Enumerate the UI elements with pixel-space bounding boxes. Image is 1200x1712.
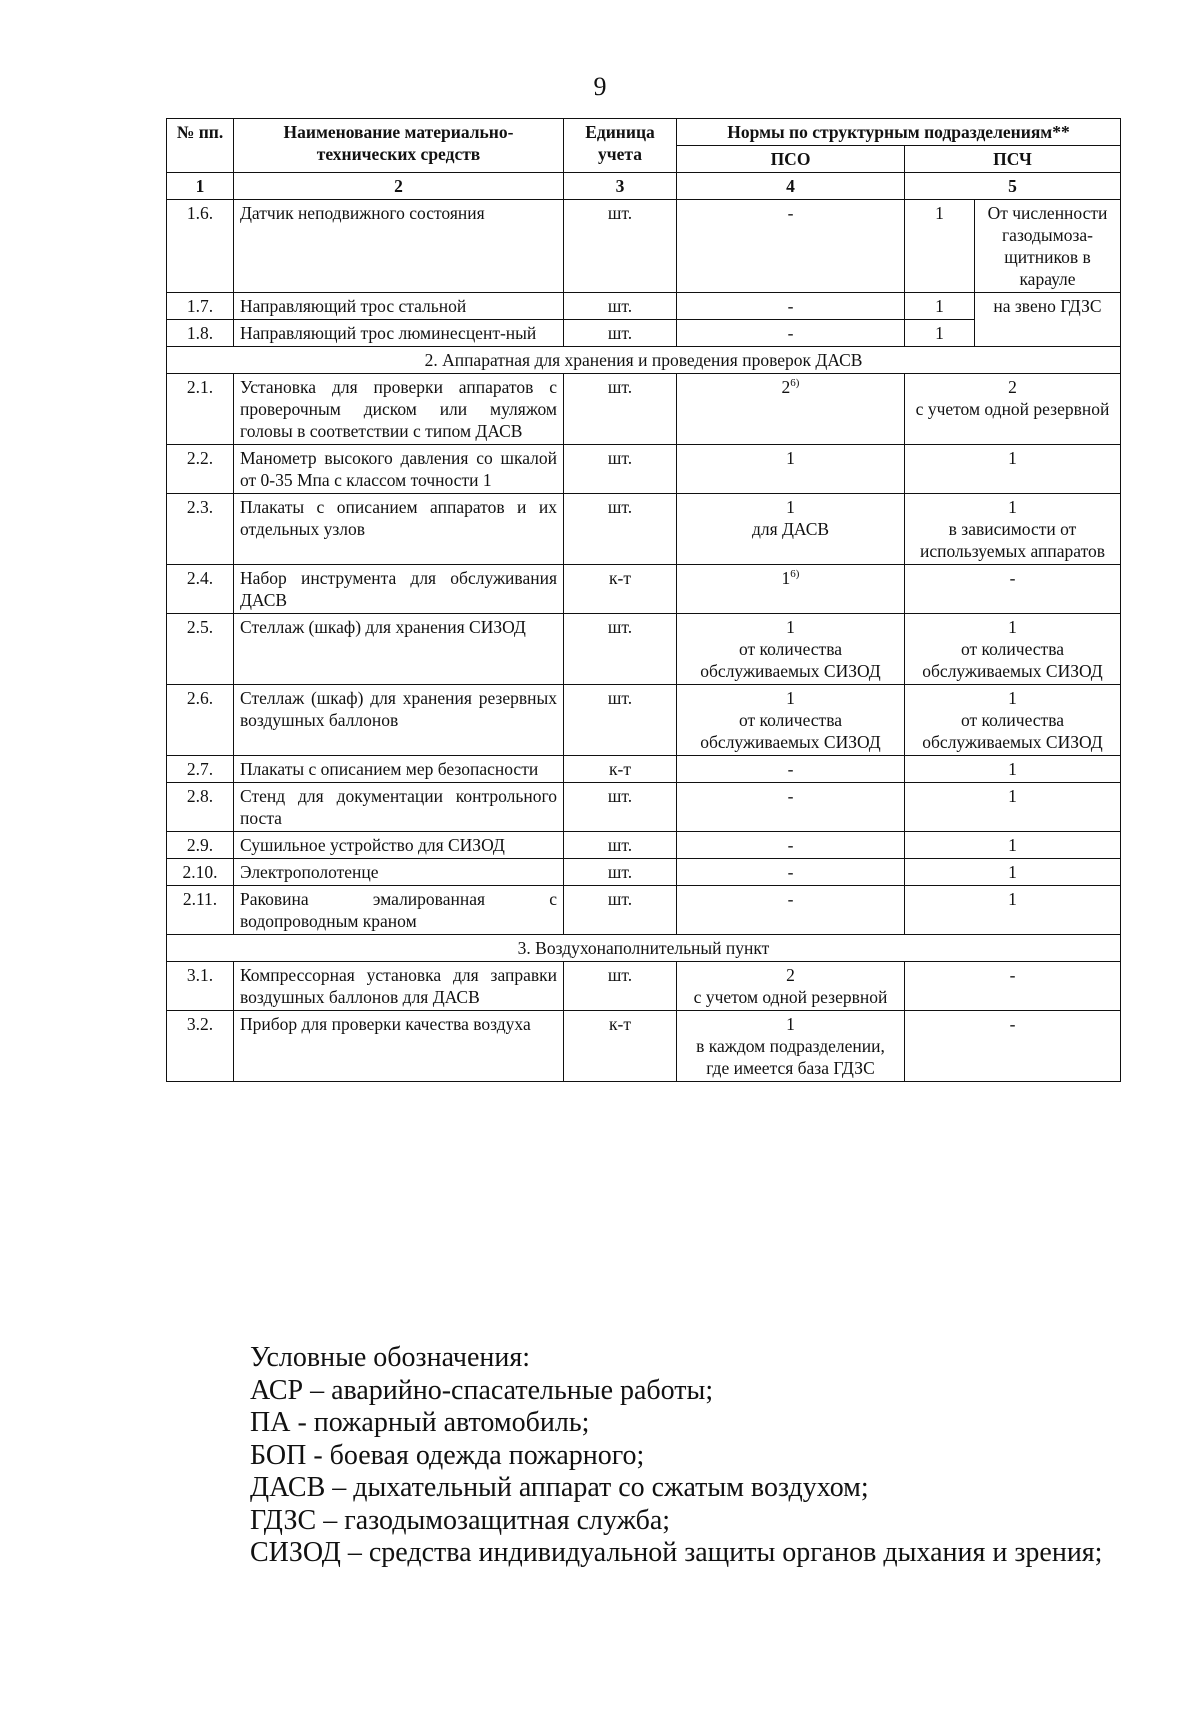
header-unit: Единица учета: [564, 119, 677, 173]
row-unit: шт.: [564, 374, 677, 445]
table-row: [167, 886, 1121, 935]
page-number: 9: [593, 72, 607, 101]
table-row: [167, 685, 1121, 756]
row-name: Стеллаж (шкаф) для хранения резервных воздушных баллонов: [234, 685, 564, 756]
header-row: [167, 119, 1121, 146]
table-row: [167, 445, 1121, 494]
row-num: 2.10.: [167, 859, 234, 886]
section-row: [167, 347, 1121, 374]
row-num: 2.1.: [167, 374, 234, 445]
row-psch-note: на звено ГДЗС: [975, 293, 1121, 347]
legend-item: АСР – аварийно-спасательные работы;: [250, 1374, 714, 1406]
row-pso: -: [677, 886, 905, 935]
row-psch: -: [905, 1011, 1121, 1082]
row-num: 2.8.: [167, 783, 234, 832]
row-pso: [677, 565, 905, 614]
row-psch: 1: [905, 445, 1121, 494]
row-pso: -: [677, 320, 905, 347]
row-name: Направляющий трос люминесцент-ный: [234, 320, 564, 347]
row-psch-note: От численности газодымоза-щитников в карауле: [975, 200, 1121, 293]
pso-value: 2: [786, 965, 795, 985]
pso-value: 1: [781, 568, 791, 588]
row-psch: 1: [905, 886, 1121, 935]
row-unit: шт.: [564, 832, 677, 859]
row-name: Установка для проверки аппаратов с проверочным диском или муляжом головы в соответствии с типом ДАСВ: [234, 374, 564, 445]
row-num: 1.7.: [167, 293, 234, 320]
table-row: [167, 783, 1121, 832]
footnote-mark: 6): [790, 568, 800, 581]
pso-note: для ДАСВ: [751, 519, 830, 539]
pso-value: 1: [786, 1014, 795, 1034]
row-name: Стеллаж (шкаф) для хранения СИЗОД: [234, 614, 564, 685]
row-num: 2.6.: [167, 685, 234, 756]
row-psch: 1: [905, 293, 975, 320]
header-norms: Нормы по структурным подразделениям**: [677, 119, 1121, 146]
row-pso: -: [677, 293, 905, 320]
row-pso: [677, 1011, 905, 1082]
row-psch: 1: [905, 320, 975, 347]
table-row: [167, 374, 1121, 445]
table-row: [167, 200, 1121, 293]
column-number: 1: [167, 173, 234, 200]
section-row: [167, 935, 1121, 962]
pso-value: 2: [781, 377, 791, 397]
row-name: Сушильное устройство для СИЗОД: [234, 832, 564, 859]
row-psch: 1: [905, 832, 1121, 859]
column-number: 2: [234, 173, 564, 200]
row-pso: -: [677, 859, 905, 886]
row-pso: [677, 685, 905, 756]
row-num: 1.8.: [167, 320, 234, 347]
section-title: 2. Аппаратная для хранения и проведения проверок ДАСВ: [167, 347, 1121, 374]
psch-note: от количества обслуживаемых СИЗОД: [922, 710, 1103, 752]
row-pso: [677, 374, 905, 445]
row-psch: -: [905, 962, 1121, 1011]
row-pso: -: [677, 783, 905, 832]
row-name: Раковина эмалированная с водопроводным краном: [234, 886, 564, 935]
row-pso: -: [677, 832, 905, 859]
section-title: 3. Воздухонаполнительный пункт: [167, 935, 1121, 962]
row-name: Набор инструмента для обслуживания ДАСВ: [234, 565, 564, 614]
row-num: 2.5.: [167, 614, 234, 685]
norms-table: [166, 118, 1121, 1082]
legend-item: ПА - пожарный автомобиль;: [250, 1407, 590, 1438]
header-psch: ПСЧ: [905, 146, 1121, 173]
row-psch: 1: [905, 859, 1121, 886]
table-row: [167, 293, 1121, 320]
table-row: [167, 756, 1121, 783]
table-row: [167, 565, 1121, 614]
footnote-mark: 6): [790, 377, 800, 390]
row-name: Плакаты с описанием аппаратов и их отдельных узлов: [234, 494, 564, 565]
row-name: Стенд для документации контрольного поста: [234, 783, 564, 832]
table-row: [167, 832, 1121, 859]
pso-value: 1: [786, 688, 795, 708]
pso-note: в каждом подразделении, где имеется база ГДЗС: [696, 1036, 885, 1078]
row-num: 2.3.: [167, 494, 234, 565]
pso-note: от количества обслуживаемых СИЗОД: [700, 710, 881, 752]
header-num: № пп.: [167, 119, 234, 173]
psch-note: в зависимости от используемых аппаратов: [919, 519, 1106, 561]
row-name: Направляющий трос стальной: [234, 293, 564, 320]
psch-note: с учетом одной резервной: [915, 399, 1110, 419]
row-num: 2.4.: [167, 565, 234, 614]
row-name: Компрессорная установка для заправки воздушных баллонов для ДАСВ: [234, 962, 564, 1011]
row-psch: [905, 494, 1121, 565]
table-row: [167, 1011, 1121, 1082]
row-unit: шт.: [564, 886, 677, 935]
row-name: Манометр высокого давления со шкалой от 0-35 Мпа с классом точности 1: [234, 445, 564, 494]
row-num: 2.11.: [167, 886, 234, 935]
row-pso: 1: [677, 445, 905, 494]
header-name: Наименование материально-технических средств: [234, 119, 564, 173]
psch-note: от количества обслуживаемых СИЗОД: [922, 639, 1103, 681]
row-name: Электрополотенце: [234, 859, 564, 886]
pso-value: 1: [786, 497, 795, 517]
column-number: 4: [677, 173, 905, 200]
row-num: 2.7.: [167, 756, 234, 783]
table-row: [167, 494, 1121, 565]
row-psch: -: [905, 565, 1121, 614]
legend-item: СИЗОД – средства индивидуальной защиты органов дыхания и зрения;: [250, 1537, 1103, 1568]
legend: [250, 1342, 1102, 1570]
row-unit: шт.: [564, 783, 677, 832]
legend-item: БОП - боевая одежда пожарного;: [250, 1439, 645, 1471]
row-unit: шт.: [564, 494, 677, 565]
psch-value: 2: [1008, 377, 1017, 397]
row-unit: шт.: [564, 685, 677, 756]
row-unit: к-т: [564, 1011, 677, 1082]
row-pso: -: [677, 200, 905, 293]
row-unit: шт.: [564, 320, 677, 347]
column-number: 3: [564, 173, 677, 200]
row-num: 3.1.: [167, 962, 234, 1011]
row-unit: к-т: [564, 756, 677, 783]
row-psch: [905, 685, 1121, 756]
psch-value: 1: [1008, 688, 1017, 708]
row-num: 3.2.: [167, 1011, 234, 1082]
row-name: Плакаты с описанием мер безопасности: [234, 756, 564, 783]
row-psch: 1: [905, 783, 1121, 832]
psch-value: 1: [1008, 617, 1017, 637]
row-num: 1.6.: [167, 200, 234, 293]
table-row: [167, 614, 1121, 685]
psch-value: 1: [1008, 497, 1017, 517]
pso-value: 1: [786, 617, 795, 637]
header-pso: ПСО: [677, 146, 905, 173]
row-name: Прибор для проверки качества воздуха: [234, 1011, 564, 1082]
row-pso: [677, 614, 905, 685]
row-psch: 1: [905, 756, 1121, 783]
legend-item: ДАСВ – дыхательный аппарат со сжатым воздухом;: [250, 1472, 869, 1503]
table-row: [167, 859, 1121, 886]
legend-title: Условные обозначения:: [250, 1342, 531, 1373]
pso-note: с учетом одной резервной: [693, 987, 888, 1007]
row-unit: шт.: [564, 614, 677, 685]
row-unit: шт.: [564, 293, 677, 320]
row-unit: шт.: [564, 200, 677, 293]
row-unit: шт.: [564, 962, 677, 1011]
table-row: [167, 962, 1121, 1011]
column-numbers-row: [167, 173, 1121, 200]
row-unit: шт.: [564, 445, 677, 494]
row-pso: [677, 962, 905, 1011]
legend-item: ГДЗС – газодымозащитная служба;: [250, 1504, 671, 1536]
row-pso: -: [677, 756, 905, 783]
row-psch: [905, 614, 1121, 685]
row-psch: 1: [905, 200, 975, 293]
row-unit: шт.: [564, 859, 677, 886]
row-unit: к-т: [564, 565, 677, 614]
row-pso: [677, 494, 905, 565]
row-num: 2.9.: [167, 832, 234, 859]
pso-note: от количества обслуживаемых СИЗОД: [700, 639, 881, 681]
row-name: Датчик неподвижного состояния: [234, 200, 564, 293]
row-psch: [905, 374, 1121, 445]
row-num: 2.2.: [167, 445, 234, 494]
column-number: 5: [905, 173, 1121, 200]
